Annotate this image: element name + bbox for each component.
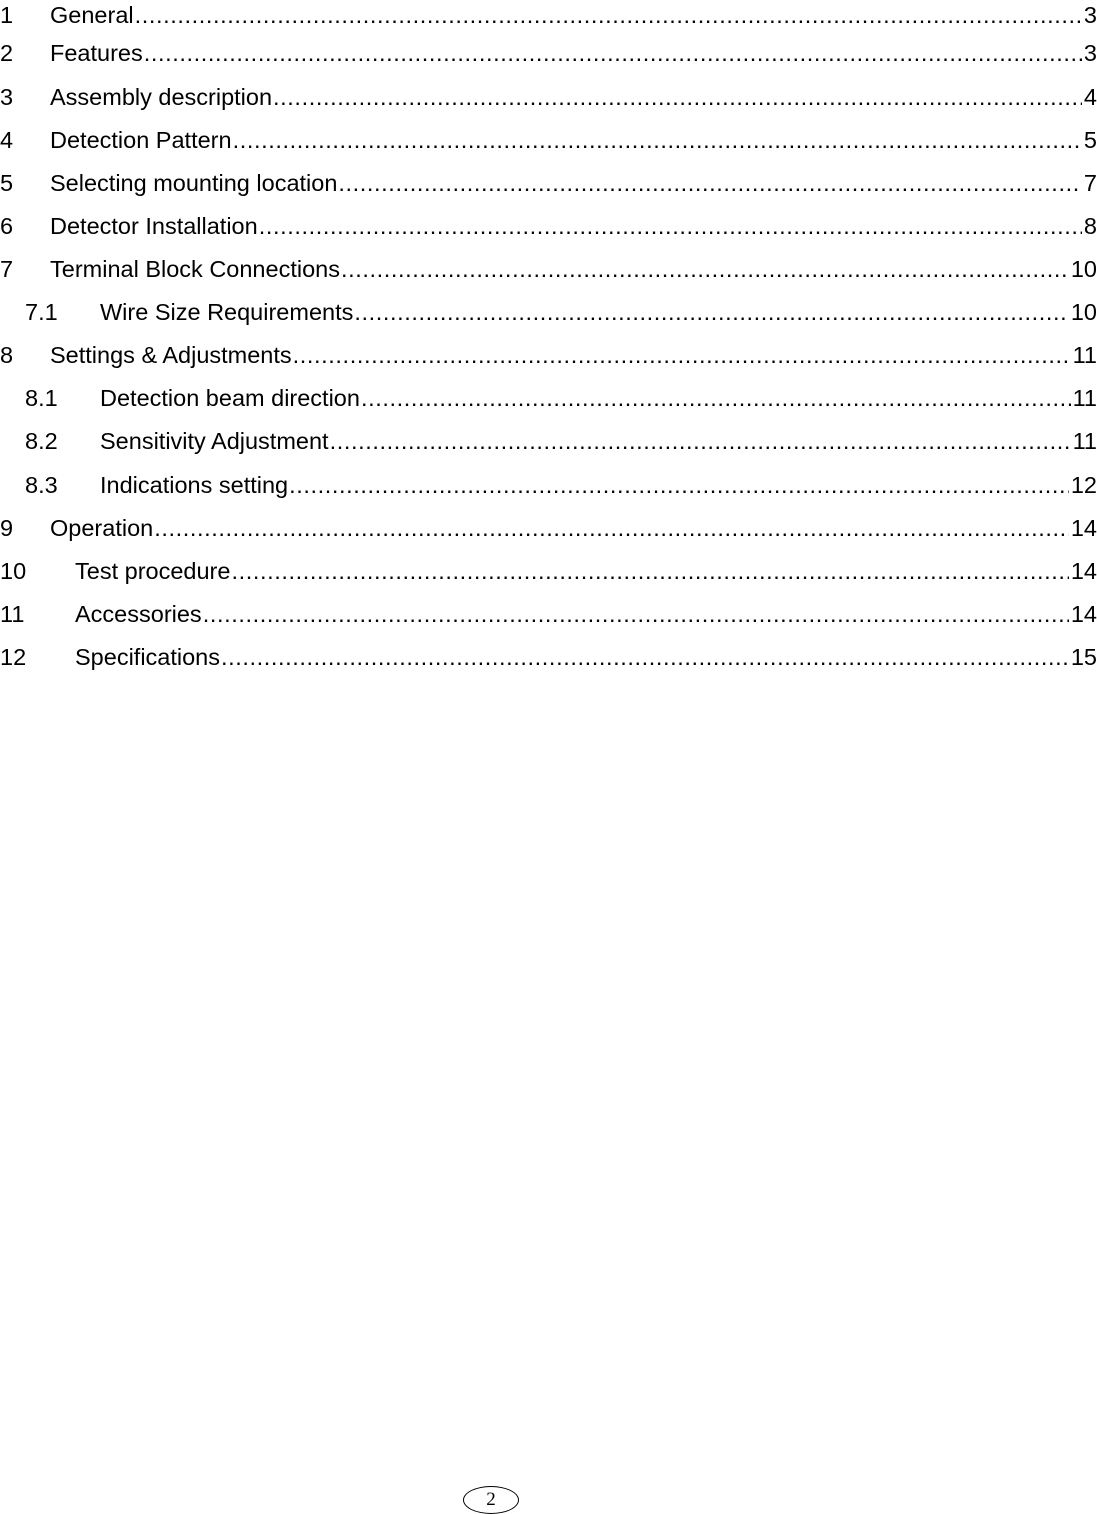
toc-dot-leader xyxy=(341,254,1069,284)
toc-entry-features[interactable] xyxy=(0,38,1097,68)
toc-entry-number: 1 xyxy=(0,2,14,28)
toc-dot-leader xyxy=(144,38,1082,68)
toc-entry-detector-installation[interactable] xyxy=(0,211,1097,241)
toc-entry-number: 6 xyxy=(0,213,14,239)
toc-entry-title: Assembly description xyxy=(50,84,273,110)
toc-entry-title: Specifications xyxy=(75,644,220,670)
toc-entry-number: 8 xyxy=(0,342,14,368)
toc-entry-page: 12 xyxy=(1070,472,1097,498)
toc-dot-leader xyxy=(289,470,1069,500)
toc-entry-number: 11 xyxy=(0,601,25,627)
toc-entry-title: Settings & Adjustments xyxy=(50,342,292,368)
toc-entry-number: 8.1 xyxy=(25,385,58,411)
toc-entry-title: Operation xyxy=(50,515,154,541)
toc-dot-leader xyxy=(330,426,1071,456)
toc-entry-operation[interactable] xyxy=(0,513,1097,543)
toc-entry-number: 4 xyxy=(0,127,14,153)
toc-entry-indications-setting[interactable] xyxy=(0,470,1097,500)
toc-entry-number: 3 xyxy=(0,84,14,110)
toc-entry-page: 10 xyxy=(1070,299,1097,325)
toc-entry-number: 5 xyxy=(0,170,14,196)
toc-entry-page: 11 xyxy=(1072,342,1097,368)
toc-entry-title: Test procedure xyxy=(75,558,231,584)
toc-entry-page: 14 xyxy=(1070,558,1097,584)
toc-entry-title: Detection beam direction xyxy=(100,385,360,411)
toc-dot-leader xyxy=(233,125,1082,155)
toc-entry-page: 5 xyxy=(1083,127,1097,153)
toc-dot-leader xyxy=(354,297,1069,327)
toc-entry-title: Wire Size Requirements xyxy=(100,299,354,325)
toc-dot-leader xyxy=(154,513,1069,543)
toc-entry-page: 10 xyxy=(1070,256,1097,282)
toc-dot-leader xyxy=(231,556,1068,586)
toc-entry-number: 9 xyxy=(0,515,14,541)
toc-dot-leader xyxy=(273,82,1082,112)
toc-entry-number: 8.3 xyxy=(25,472,58,498)
toc-entry-terminal-block-connections[interactable] xyxy=(0,254,1097,284)
toc-dot-leader xyxy=(259,211,1082,241)
toc-entry-accessories[interactable] xyxy=(0,599,1097,629)
toc-entry-wire-size-requirements[interactable] xyxy=(0,297,1097,327)
toc-entry-page: 14 xyxy=(1070,601,1097,627)
toc-entry-detection-pattern[interactable] xyxy=(0,125,1097,155)
toc-entry-page: 8 xyxy=(1083,213,1097,239)
toc-entry-assembly-description[interactable] xyxy=(0,82,1097,112)
toc-entry-title: Features xyxy=(50,40,143,66)
toc-entry-page: 3 xyxy=(1083,40,1097,66)
toc-entry-page: 14 xyxy=(1070,515,1097,541)
toc-entry-number: 7.1 xyxy=(25,299,58,325)
toc-entry-title: Indications setting xyxy=(100,472,289,498)
toc-entry-number: 8.2 xyxy=(25,428,58,454)
toc-entry-specifications[interactable] xyxy=(0,642,1097,672)
toc-entry-number: 12 xyxy=(0,644,27,670)
toc-entry-title: Detector Installation xyxy=(50,213,258,239)
toc-dot-leader xyxy=(203,599,1069,629)
toc-entry-selecting-mounting-location[interactable] xyxy=(0,168,1097,198)
page-number-badge: 2 xyxy=(463,1486,519,1514)
toc-entry-sensitivity-adjustment[interactable] xyxy=(0,426,1097,456)
toc-entry-title: Accessories xyxy=(75,601,202,627)
toc-entry-general[interactable] xyxy=(0,0,1097,30)
toc-entry-title: Sensitivity Adjustment xyxy=(100,428,329,454)
toc-dot-leader xyxy=(361,383,1071,413)
toc-entry-title: Selecting mounting location xyxy=(50,170,338,196)
toc-entry-title: Terminal Block Connections xyxy=(50,256,340,282)
toc-entry-test-procedure[interactable] xyxy=(0,556,1097,586)
toc-entry-number: 10 xyxy=(0,558,27,584)
toc-entry-number: 7 xyxy=(0,256,14,282)
toc-entry-title: General xyxy=(50,2,134,28)
toc-entry-number: 2 xyxy=(0,40,14,66)
toc-entry-page: 11 xyxy=(1072,428,1097,454)
toc-entry-page: 7 xyxy=(1083,170,1097,196)
toc-dot-leader xyxy=(221,642,1069,672)
toc-entry-detection-beam-direction[interactable] xyxy=(0,383,1097,413)
toc-entry-page: 3 xyxy=(1083,2,1097,28)
toc-dot-leader xyxy=(135,0,1082,30)
toc-dot-leader xyxy=(293,340,1071,370)
toc-entry-page: 11 xyxy=(1072,385,1097,411)
toc-entry-page: 15 xyxy=(1070,644,1097,670)
toc-entry-settings-adjustments[interactable] xyxy=(0,340,1097,370)
toc-entry-title: Detection Pattern xyxy=(50,127,232,153)
toc-entry-page: 4 xyxy=(1083,84,1097,110)
toc-dot-leader xyxy=(338,168,1082,198)
